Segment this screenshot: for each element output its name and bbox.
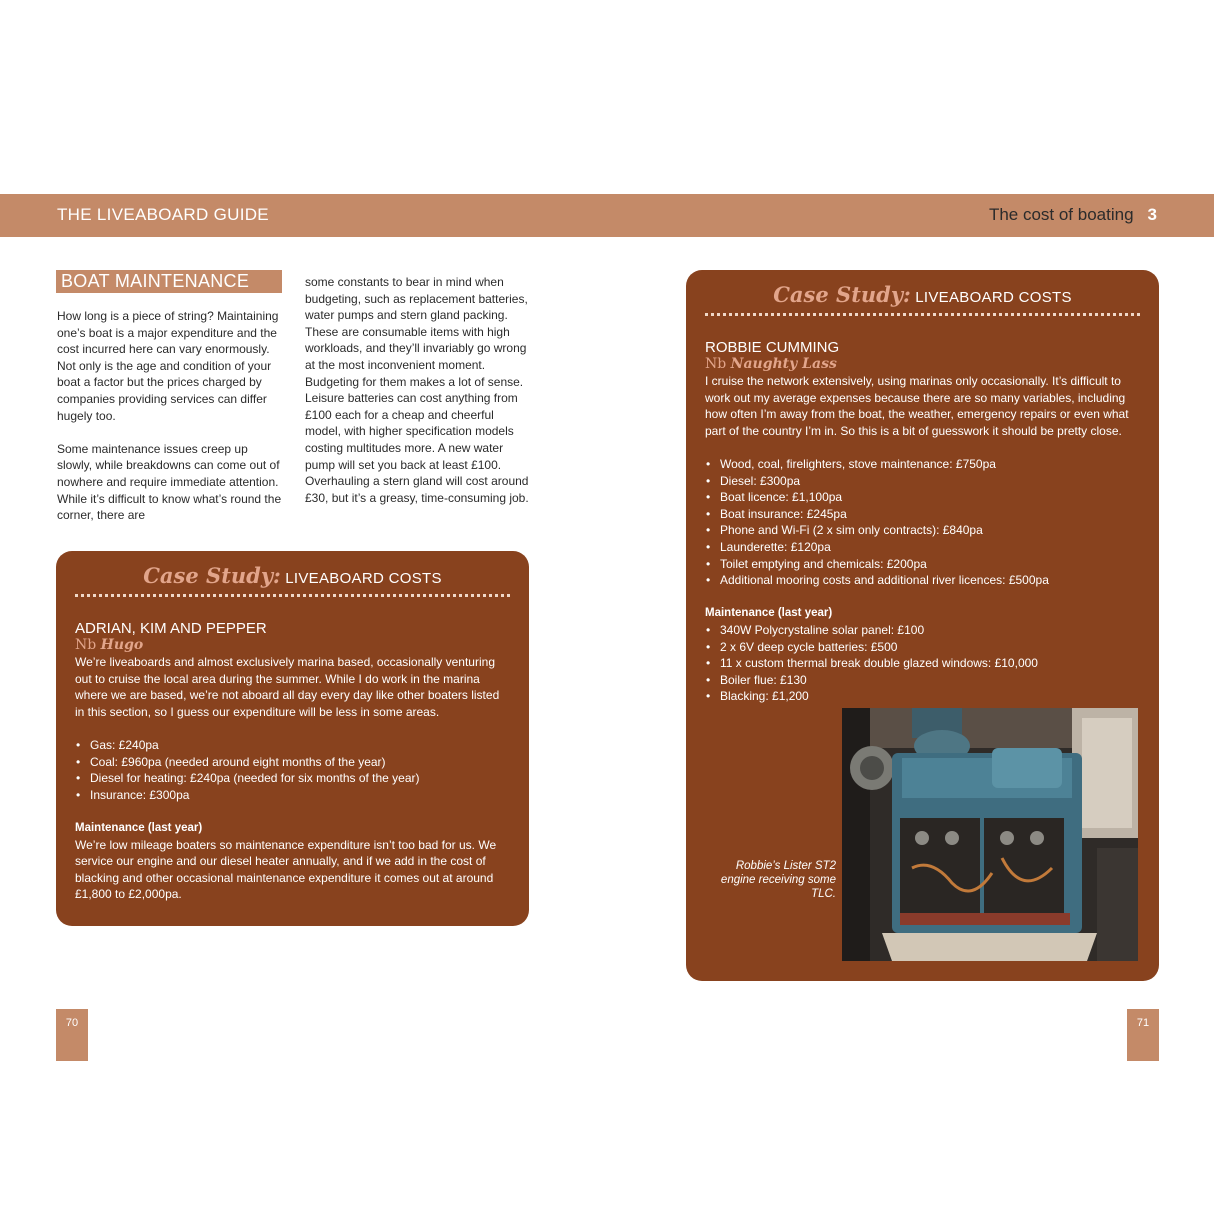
boat-name <box>705 356 1137 373</box>
list-item: • Boat insurance: £245pa <box>705 506 1137 523</box>
list-item: • 340W Polycrystaline solar panel: £100 <box>705 622 1137 639</box>
chapter-number: 3 <box>1147 205 1157 224</box>
list-item: • Gas: £240pa <box>75 737 507 754</box>
boater-names: ADRIAN, KIM AND PEPPER <box>75 620 267 637</box>
list-item: • Launderette: £120pa <box>705 539 1137 556</box>
engine-illustration <box>842 708 1138 961</box>
list-item: • Coal: £960pa (needed around eight months of the year) <box>75 754 507 771</box>
cost-list <box>75 737 507 803</box>
list-item: • Insurance: £300pa <box>75 787 507 804</box>
list-item: • Phone and Wi-Fi (2 x sim only contracts): £840pa <box>705 522 1137 539</box>
list-item: • Wood, coal, firelighters, stove maintenance: £750pa <box>705 456 1137 473</box>
boater-names: ROBBIE CUMMING <box>705 339 840 356</box>
case-study-title <box>686 282 1159 307</box>
boat-title: Hugo <box>100 637 144 653</box>
maintenance-list <box>705 622 1137 705</box>
list-item: • Diesel for heating: £240pa (needed for six months of the year) <box>75 770 507 787</box>
case-study-caps: LIVEABOARD COSTS <box>285 570 442 587</box>
boat-title: Naughty Lass <box>730 356 837 372</box>
list-item: • Blacking: £1,200 <box>705 688 1137 705</box>
case-study-label: Case Study: <box>773 282 911 307</box>
photo-caption: Robbie’s Lister ST2 engine receiving some TLC. <box>720 860 836 900</box>
list-item: • Boiler flue: £130 <box>705 672 1137 689</box>
case-intro: We’re liveaboards and almost exclusively marina based, occasionally venturing out to cruise the local area during the summer. While I do work in the marina where we are based, we’re not aboard all day every day like other boaters listed in this section, so I guess our expenditure will be less in some areas. <box>75 655 500 719</box>
case-study-card-2 <box>686 270 1159 981</box>
boat-prefix: Nb <box>75 637 97 653</box>
paragraph: some constants to bear in mind when budgeting, such as replacement batteries, water pumps and stern gland packing. These are consumable items with high workloads, and they’ll invariably go wrong at the most inconvenient moment. Budgeting for them makes a lot of sense. Leisure batteries can cost anything from £100 each for a cheap and cheerful model, with higher specification models costing multitudes more. A new water pump will set you back at least £100. Overhauling a stern gland will cost around £30, but it’s a greasy, time-consuming job. <box>305 275 529 505</box>
case-study-label: Case Study: <box>143 563 281 588</box>
body-column-2 <box>305 274 533 523</box>
case-study-body <box>75 620 507 920</box>
guide-title: THE LIVEABOARD GUIDE <box>57 205 269 224</box>
dotted-divider <box>705 313 1140 316</box>
list-item: • Diesel: £300pa <box>705 473 1137 490</box>
case-intro: I cruise the network extensively, using marinas only occasionally. It’s difficult to work out my average expenses because there are so many variables, including how often I’m away from the boat, the weather, emergency repairs or even what part of the country I’m in. So this is a bit of guesswork it should be pretty close. <box>705 374 1129 438</box>
case-study-card-1 <box>56 551 529 926</box>
paragraph: How long is a piece of string? Maintaining one’s boat is a major expenditure and the cost incurred here can vary enormously. Not only is the age and condition of your boat a factor but the prices charged by companies providing services can differ hugely too. <box>57 309 279 423</box>
engine-photo <box>842 708 1138 961</box>
case-study-title <box>56 563 529 588</box>
list-item: • Toilet emptying and chemicals: £200pa <box>705 556 1137 573</box>
boat-name <box>75 637 507 654</box>
case-study-body <box>705 339 1137 721</box>
boat-prefix: Nb <box>705 356 727 372</box>
maintenance-text: We’re low mileage boaters so maintenance expenditure isn’t too bad for us. We service our engine and our diesel heater annually, and if we add in the cost of blacking and other occasional maintenance expenditure it comes out at around £1,800 to £2,000pa. <box>75 837 497 902</box>
page-number-right: 71 <box>1127 1009 1159 1061</box>
maintenance-heading: Maintenance (last year) <box>705 607 833 620</box>
case-study-caps: LIVEABOARD COSTS <box>915 289 1072 306</box>
chapter-title: The cost of boating <box>988 205 1134 224</box>
chapter-header <box>989 205 1157 225</box>
maintenance-heading: Maintenance (last year) <box>75 821 203 834</box>
list-item: • 11 x custom thermal break double glazed windows: £10,000 <box>705 655 1137 672</box>
section-heading: BOAT MAINTENANCE <box>56 270 282 293</box>
body-column-1 <box>57 308 285 540</box>
list-item: • 2 x 6V deep cycle batteries: £500 <box>705 639 1137 656</box>
dotted-divider <box>75 594 510 597</box>
page-number-left: 70 <box>56 1009 88 1061</box>
cost-list <box>705 456 1137 589</box>
paragraph: Some maintenance issues creep up slowly, while breakdowns can come out of nowhere and require immediate attention. While it’s difficult to know what’s round the corner, there are <box>57 441 282 523</box>
list-item: • Boat licence: £1,100pa <box>705 489 1137 506</box>
list-item: • Additional mooring costs and additional river licences: £500pa <box>705 572 1137 589</box>
